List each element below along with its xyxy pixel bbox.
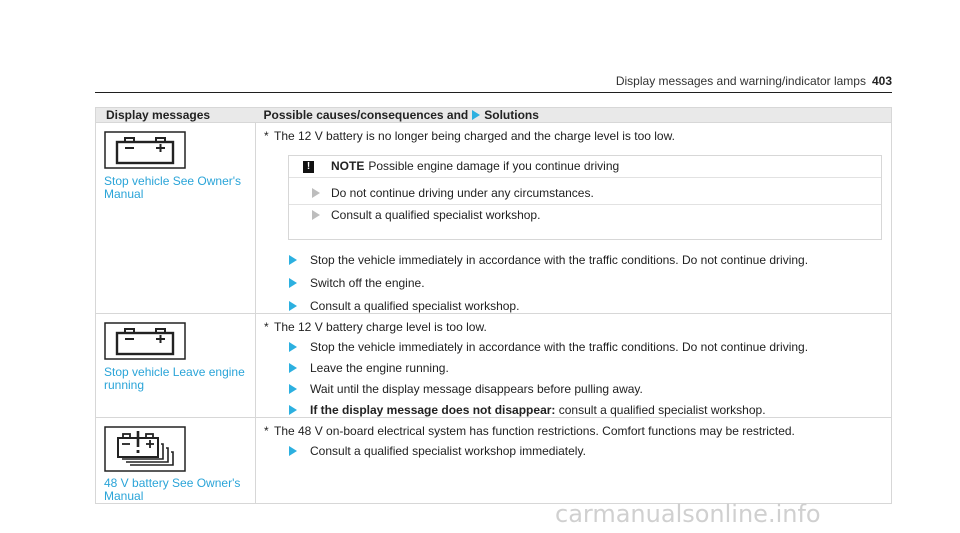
display-message-text: 48 V battery See Owner's Manual xyxy=(104,476,241,503)
header-rule xyxy=(95,92,892,93)
display-message-text: Stop vehicle See Owner's Manual xyxy=(104,174,242,201)
message-cell xyxy=(96,314,256,418)
message-cell xyxy=(96,123,256,314)
arrow-right-icon xyxy=(289,301,297,311)
warning-icon: ! xyxy=(303,161,314,173)
solution-step: Leave the engine running. xyxy=(256,361,891,375)
battery-icon xyxy=(104,322,186,360)
section-title: Display messages and warning/indicator lamps xyxy=(615,74,866,88)
col-header-solutions: Solutions xyxy=(484,108,539,122)
display-message-text: Stop vehicle Leave engine running xyxy=(104,365,245,392)
note-label: NOTE xyxy=(331,159,365,173)
note-step: Consult a qualified specialist workshop. xyxy=(289,205,881,239)
message-cell xyxy=(96,418,256,504)
col-header-display-messages: Display messages xyxy=(96,108,256,123)
48v-battery-warning-icon xyxy=(104,426,186,472)
table-header-row xyxy=(96,108,892,123)
note-text: Possible engine damage if you continue driving xyxy=(368,159,620,173)
solution-step: If the display message does not disappear: consult a qualified specialist workshop. xyxy=(256,403,891,417)
arrow-right-icon xyxy=(289,278,297,288)
solution-step: Consult a qualified specialist workshop. xyxy=(256,299,891,313)
solution-step: Stop the vehicle immediately in accordance with the traffic conditions. Do not continue driving. xyxy=(256,253,891,267)
table-row xyxy=(96,418,892,504)
causes-cell xyxy=(256,123,892,314)
display-messages-table xyxy=(95,107,892,504)
arrow-right-icon xyxy=(289,255,297,265)
causes-cell xyxy=(256,314,892,418)
page-number: 403 xyxy=(871,74,892,88)
arrow-right-icon xyxy=(289,384,297,394)
arrow-right-icon xyxy=(472,110,480,120)
arrow-right-icon xyxy=(289,405,297,415)
arrow-right-icon xyxy=(312,210,320,220)
note-step: Do not continue driving under any circumstances. xyxy=(289,183,881,205)
arrow-right-icon xyxy=(289,363,297,373)
causes-cell xyxy=(256,418,892,504)
solution-step: Switch off the engine. xyxy=(256,276,891,290)
cause-text: * The 12 V battery charge level is too low. xyxy=(264,320,487,334)
table-row xyxy=(96,123,892,314)
battery-icon xyxy=(104,131,186,169)
watermark: carmanualsonline.info xyxy=(555,500,821,528)
solution-step: Wait until the display message disappears before pulling away. xyxy=(256,382,891,396)
note-box xyxy=(288,155,882,240)
bold-condition: If the display message does not disappear: xyxy=(310,403,556,417)
arrow-right-icon xyxy=(289,446,297,456)
page-header xyxy=(616,74,892,88)
note-header xyxy=(289,156,881,178)
col-header-causes-prefix: Possible causes/consequences and xyxy=(263,108,469,122)
cause-text: * The 48 V on-board electrical system has function restrictions. Comfort functions may be restricted. xyxy=(264,424,795,438)
solution-step: Consult a qualified specialist workshop immediately. xyxy=(256,444,891,458)
table-row xyxy=(96,314,892,418)
cause-text: * The 12 V battery is no longer being charged and the charge level is too low. xyxy=(264,129,675,143)
arrow-right-icon xyxy=(312,188,320,198)
solution-step: Stop the vehicle immediately in accordance with the traffic conditions. Do not continue driving. xyxy=(256,340,891,354)
col-header-causes xyxy=(256,108,892,123)
arrow-right-icon xyxy=(289,342,297,352)
